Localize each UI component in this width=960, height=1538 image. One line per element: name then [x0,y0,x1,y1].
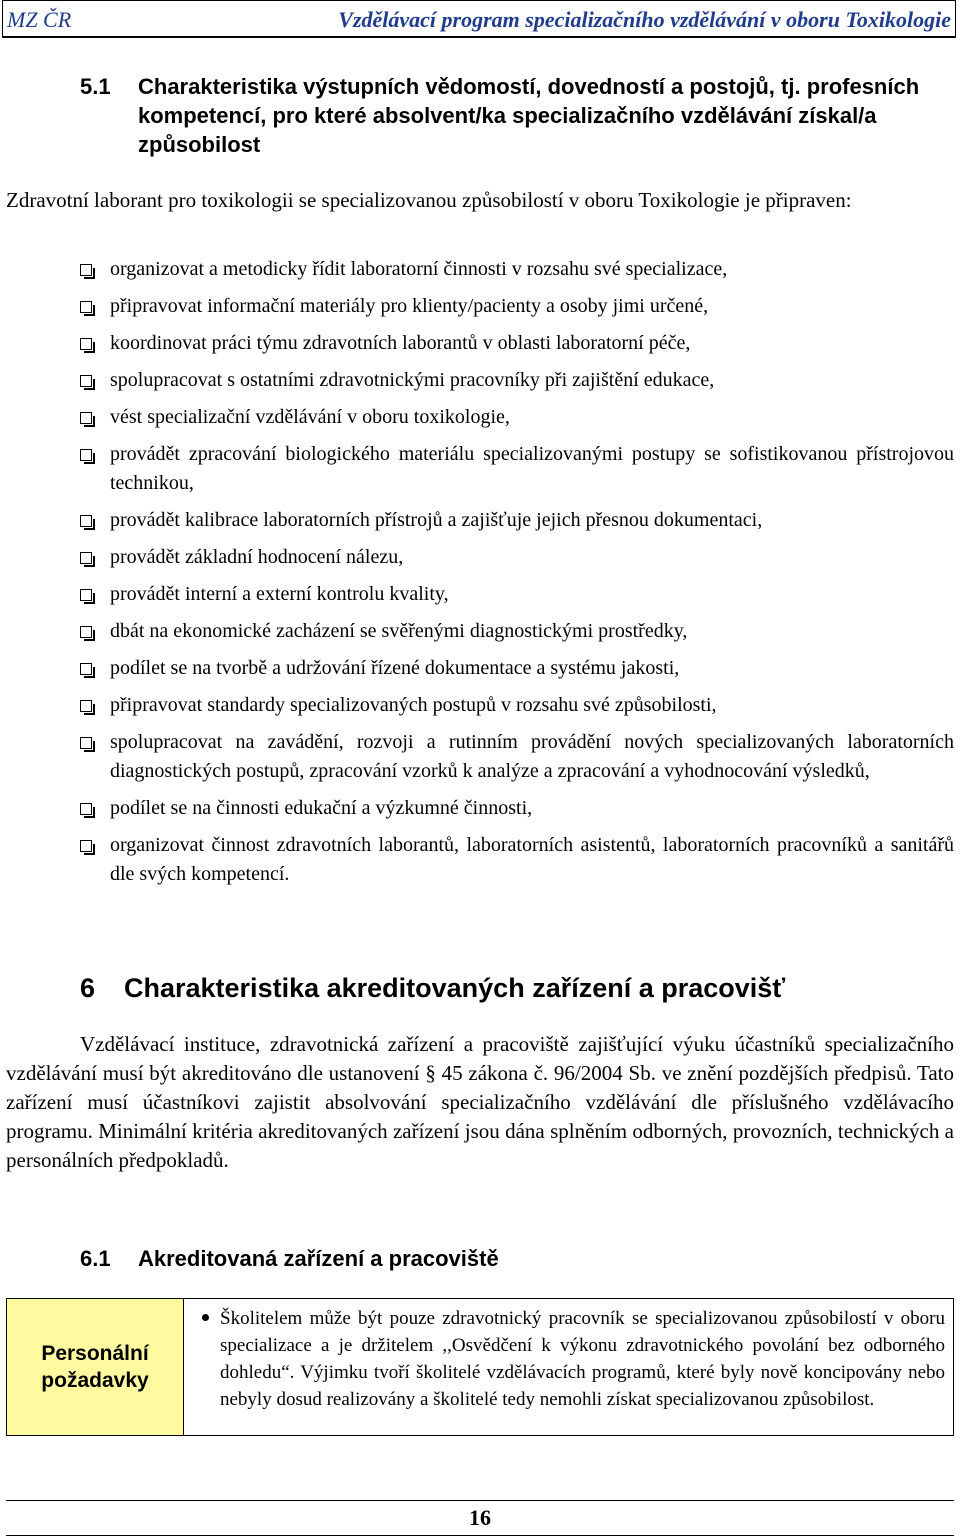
heading-6-1-number: 6.1 [80,1246,111,1271]
heading-5-1-title: Charakteristika výstupních vědomostí, dovedností a postojů, tj. profesních kompetencí, pro které absolvent/ka specializačního vzdělávání získal/a způsobilost [138,74,920,157]
checkbox-bullet-icon [80,264,92,276]
list-item: připravovat informační materiály pro klienty/pacienty a osoby jimi určené, [80,292,954,321]
table-label-cell [7,1299,184,1435]
requirements-table [6,1298,954,1436]
checkbox-bullet-icon [80,552,92,564]
list-item: spolupracovat s ostatními zdravotnickými pracovníky při zajištění edukace, [80,366,954,395]
list-item: koordinovat práci týmu zdravotních laborantů v oblasti laboratorní péče, [80,329,954,358]
heading-6-1 [80,1244,954,1273]
heading-5-1-number: 5.1 [80,74,111,99]
table-label: Personální požadavky [41,1342,149,1392]
table-content-cell [184,1299,953,1435]
list-item: připravovat standardy specializovaných postupů v rozsahu své způsobilosti, [80,691,954,720]
checkbox-bullet-icon [80,449,92,461]
list-item: organizovat činnost zdravotních laborantů, laboratorních asistentů, laboratorních pracovníků a sanitářů dle svých kompetencí. [80,831,954,889]
list-item: provádět interní a externí kontrolu kvality, [80,580,954,609]
heading-6-title: Charakteristika akreditovaných zařízení a pracovišť [124,973,786,1003]
heading-5-1 [80,72,954,162]
checkbox-bullet-icon [80,515,92,527]
list-item: podílet se na činnosti edukační a výzkumné činnosti, [80,794,954,823]
list-item: provádět kalibrace laboratorních přístrojů a zajišťuje jejich přesnou dokumentaci, [80,506,954,535]
checkbox-bullet-icon [80,700,92,712]
table-content-text: Školitelem může být pouze zdravotnický pracovník se specializovanou způsobilostí v oboru specializace a je držitelem ,,Osvědčení k výkonu zdravotnického povolání bez odborného dohledu“. Výjimku tvoří školitelé vzdělávacích programů, které byly nově koncipovány nebo nebyly dosud realizovány a školitelé tedy nemohli získat specializovanou způsobilost. [220,1308,945,1410]
bullet-dot-icon [202,1314,209,1321]
header-ministry: MZ ČR [7,7,72,32]
list-item: provádět zpracování biologického materiálu specializovanými postupy se sofistikovanou přístrojovou technikou, [80,440,954,498]
section-6-paragraph: Vzdělávací instituce, zdravotnická zařízení a pracoviště zajišťující výuku účastníků specializačního vzdělávání musí být akreditováno dle ustanovení § 45 zákona č. 96/2004 Sb. ve znění pozdějších předpisů. Tato zařízení musí účastníkovi zajistit absolvování specializačního vzdělávání dle příslušného vzdělávacího programu. Minimální kritéria akreditovaných zařízení jsou dána splněním odborných, provozních, technických a personálních předpokladů. [6,1032,954,1172]
list-item: spolupracovat na zavádění, rozvoji a rutinním provádění nových specializovaných laboratorních diagnostických postupů, zpracování vzorků k analýze a zpracování a vyhodnocování výsledků, [80,728,954,786]
checkbox-bullet-icon [80,589,92,601]
list-item: podílet se na tvorbě a udržování řízené dokumentace a systému jakosti, [80,654,954,683]
competency-list [80,255,954,897]
checkbox-bullet-icon [80,737,92,749]
header-program-title: Vzdělávací program specializačního vzdělávání v oboru Toxikologie [338,7,951,32]
checkbox-bullet-icon [80,840,92,852]
page-number: 16 [6,1500,954,1536]
checkbox-bullet-icon [80,338,92,350]
checkbox-bullet-icon [80,663,92,675]
heading-6-number: 6 [80,973,96,1003]
checkbox-bullet-icon [80,301,92,313]
list-item: provádět základní hodnocení nálezu, [80,543,954,572]
heading-6 [80,972,954,1004]
checkbox-bullet-icon [80,375,92,387]
checkbox-bullet-icon [80,412,92,424]
checkbox-bullet-icon [80,803,92,815]
heading-6-1-title: Akreditovaná zařízení a pracoviště [138,1246,499,1271]
intro-paragraph: Zdravotní laborant pro toxikologii se specializovanou způsobilostí v oboru Toxikologie je připraven: [6,188,852,212]
list-item: vést specializační vzdělávání v oboru toxikologie, [80,403,954,432]
list-item: dbát na ekonomické zacházení se svěřenými diagnostickými prostředky, [80,617,954,646]
list-item: organizovat a metodicky řídit laboratorní činnosti v rozsahu své specializace, [80,255,954,284]
page-header [2,0,956,38]
checkbox-bullet-icon [80,626,92,638]
